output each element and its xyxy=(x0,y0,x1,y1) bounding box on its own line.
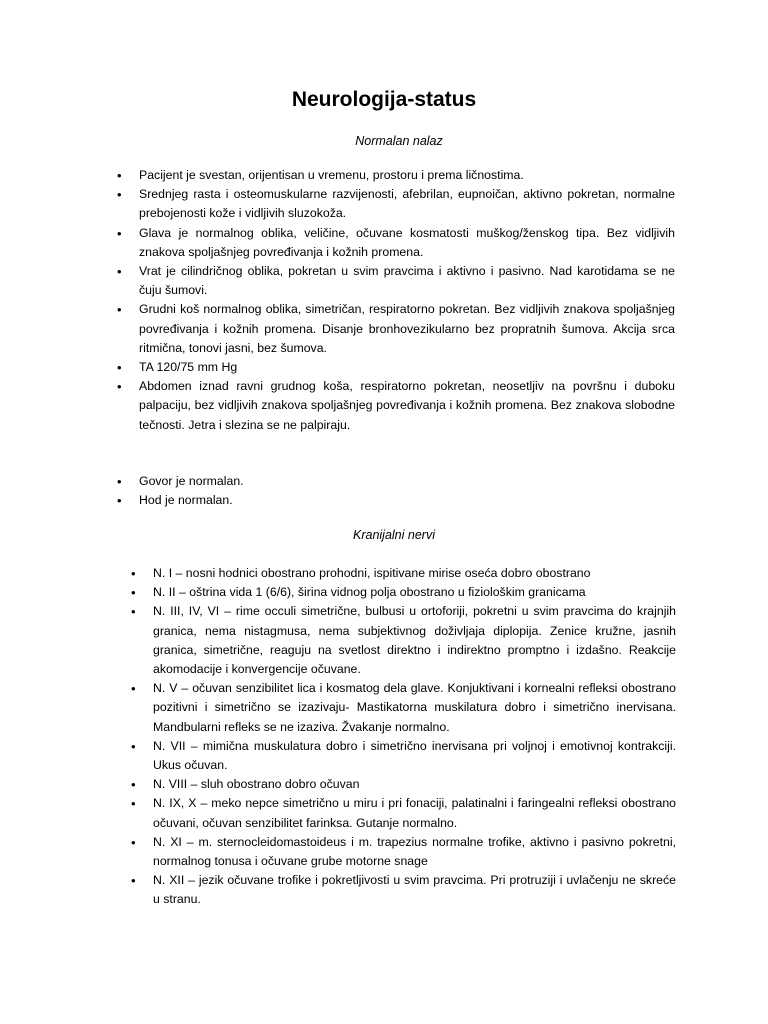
list-item: • N. II – oštrina vida 1 (6/6), širina vidnog polja obostrano u fiziološkim granicama xyxy=(153,583,676,602)
list-item: • Glava je normalnog oblika, veličine, očuvane kosmatosti muškog/ženskog tipa. Bez vidljivih znakova spoljašnjeg povređivanja i kožnih promena. xyxy=(139,224,675,262)
page-subtitle xyxy=(0,134,768,148)
list-item: • N. VII – mimična muskulatura dobro i simetrično inervisana pri voljnoj i emotivnoj kontrakciji. Ukus očuvan. xyxy=(153,737,676,775)
list-item: • Hod je normalan. xyxy=(139,491,675,510)
cranial-nerves-list xyxy=(153,564,676,910)
motor-findings-list xyxy=(139,472,675,510)
list-item: • N. VIII – sluh obostrano dobro očuvan xyxy=(153,775,676,794)
list-item: • Srednjeg rasta i osteomuskularne razvijenosti, afebrilan, eupnoičan, aktivno pokretan, normalne prebojenosti kože i vidljivih sluzokoža. xyxy=(139,185,675,223)
cranial-heading-text: Kranijalni nervi xyxy=(353,528,435,542)
list-item: • N. XII – jezik očuvane trofike i pokretljivosti u svim pravcima. Pri protruziji i uvlačenju ne skreće u stranu. xyxy=(153,871,676,909)
general-findings-list xyxy=(139,166,675,435)
list-item: • Grudni koš normalnog oblika, simetričan, respiratorno pokretan. Bez vidljivih znakova spoljašnjeg povređivanja i kožnih promena. Disanje bronhovezikularno bez propratnih šumova. Akcija srca ritmična, tonovi jasni, bez šumova. xyxy=(139,300,675,358)
cranial-nerves-heading xyxy=(0,528,768,542)
list-item: • Govor je normalan. xyxy=(139,472,675,491)
list-item: • N. XI – m. sternocleidomastoideus i m. trapezius normalne trofike, aktivno i pasivno pokretni, normalnog tonusa i očuvane grube motorne snage xyxy=(153,833,676,871)
list-item: • Abdomen iznad ravni grudnog koša, respiratorno pokretan, neosetljiv na površnu i duboku palpaciju, bez vidljivih znakova spoljašnjeg povređivanja i kožnih promena. Bez znakova slobodne tečnosti. Jetra i slezina se ne palpiraju. xyxy=(139,377,675,435)
list-item: • Vrat je cilindričnog oblika, pokretan u svim pravcima i aktivno i pasivno. Nad karotidama se ne čuju šumovi. xyxy=(139,262,675,300)
list-item: • N. III, IV, VI – rime occuli simetrične, bulbusi u ortoforiji, pokretni u svim pravcima do krajnjih granica, nema nistagmusa, nema subjektivnog doživljaja diplopija. Zenice kružne, jasnih granica, simetrične, reaguju na svetlost direktno i indirektno promptno i izdašno. Reakcije akomodacije i konvergencije očuvane. xyxy=(153,602,676,679)
list-item: • N. I – nosni hodnici obostrano prohodni, ispitivane mirise oseća dobro obostrano xyxy=(153,564,676,583)
subtitle-text: Normalan nalaz xyxy=(355,134,443,148)
list-item: • Pacijent je svestan, orijentisan u vremenu, prostoru i prema ličnostima. xyxy=(139,166,675,185)
list-item: • N. V – očuvan senzibilitet lica i kosmatog dela glave. Konjuktivani i kornealni refleksi obostrano pozitivni i simetrično se izazivaju- Mastikatorna muskilatura dobro i simetrično inervisana. Mandbularni refleks se ne izaziva. Žvakanje normalno. xyxy=(153,679,676,737)
list-item: • N. IX, X – meko nepce simetrično u miru i pri fonaciji, palatinalni i faringealni refleksi obostrano očuvani, očuvan senzibilitet farinksa. Gutanje normalno. xyxy=(153,794,676,832)
list-item: • TA 120/75 mm Hg xyxy=(139,358,675,377)
page-title: Neurologija-status xyxy=(291,88,477,111)
